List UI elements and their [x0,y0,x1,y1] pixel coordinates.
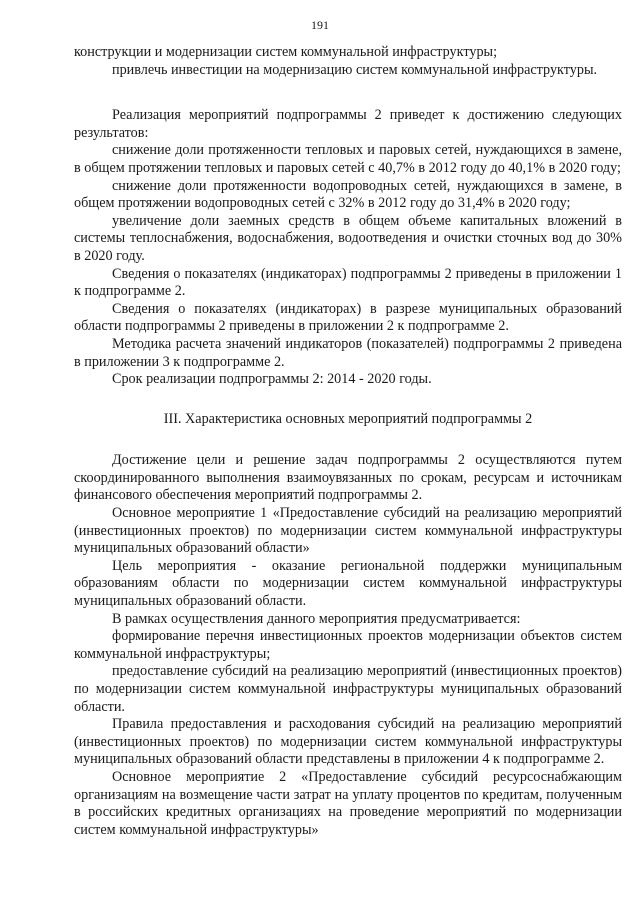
paragraph: Методика расчета значений индикаторов (показателей) подпрограммы 2 приведена в приложении 3 к подпрограмме 2. [74,335,622,370]
paragraph: предоставление субсидий на реализацию мероприятий (инвестиционных проектов) по модернизации систем коммунальной инфраструктуры муниципальных образований области. [74,663,622,715]
paragraph: снижение доли протяженности тепловых и паровых сетей, нуждающихся в замене, в общем протяжении тепловых и паровых сетей с 40,7% в 2012 году до 40,1% в 2020 году; [74,142,622,176]
paragraph: Реализация мероприятий подпрограммы 2 приведет к достижению следующих результатов: [74,107,622,141]
paragraph: формирование перечня инвестиционных проектов модернизации объектов систем коммунальной инфраструктуры; [74,628,622,662]
paragraph: В рамках осуществления данного мероприятия предусматривается: [112,610,521,627]
paragraph: Достижение цели и решение задач подпрограммы 2 осуществляются путем скоординированного выполнения взаимоувязанных по срокам, ресурсам и источникам финансового обеспечения мероприятий подпрограммы 2. [74,452,622,504]
paragraph: Сведения о показателях (индикаторах) в разрезе муниципальных образований области подпрограммы 2 приведены в приложении 2 к подпрограмме 2. [74,300,622,335]
paragraph: снижение доли протяженности водопроводных сетей, нуждающихся в замене, в общем протяжении водопроводных сетей с 32% в 2012 году до 31,4% в 2020 году; [74,177,622,212]
paragraph: привлечь инвестиции на модернизацию систем коммунальной инфраструктуры. [112,61,598,78]
page-number: 191 [311,18,329,32]
paragraph: конструкции и модернизации систем коммунальной инфраструктуры; [74,44,498,60]
paragraph: Основное мероприятие 1 «Предоставление субсидий на реализацию мероприятий (инвестиционных проектов) по модернизации систем коммунальной инфраструктуры муниципальных образований области» [74,505,622,557]
paragraph: увеличение доли заемных средств в общем объеме капитальных вложений в системы теплоснабжения, водоснабжения, водоотведения и очистки сточных вод до 30% в 2020 году. [74,212,622,264]
paragraph: Сведения о показателях (индикаторах) подпрограммы 2 приведены в приложении 1 к подпрограмме 2. [74,265,622,300]
section-heading: III. Характеристика основных мероприятий подпрограммы 2 [163,410,533,427]
document-body [74,44,622,839]
paragraph: Цель мероприятия - оказание региональной поддержки муниципальным образованиям области по модернизации систем коммунальной инфраструктуры муниципальных образований области. [74,557,622,610]
paragraph: Правила предоставления и расходования субсидий на реализацию мероприятий (инвестиционных проектов) по модернизации систем коммунальной инфраструктуры муниципальных образований области представлены в приложении 4 к подпрограмме 2. [74,716,622,768]
paragraph: Срок реализации подпрограммы 2: 2014 - 2020 годы. [112,371,432,388]
paragraph: Основное мероприятие 2 «Предоставление субсидий ресурсоснабжающим организациям на возмещение части затрат на уплату процентов по кредитам, полученным в российских кредитных организациях на проведение мероприятий по модернизации систем коммунальной инфраструктуры» [74,768,622,838]
